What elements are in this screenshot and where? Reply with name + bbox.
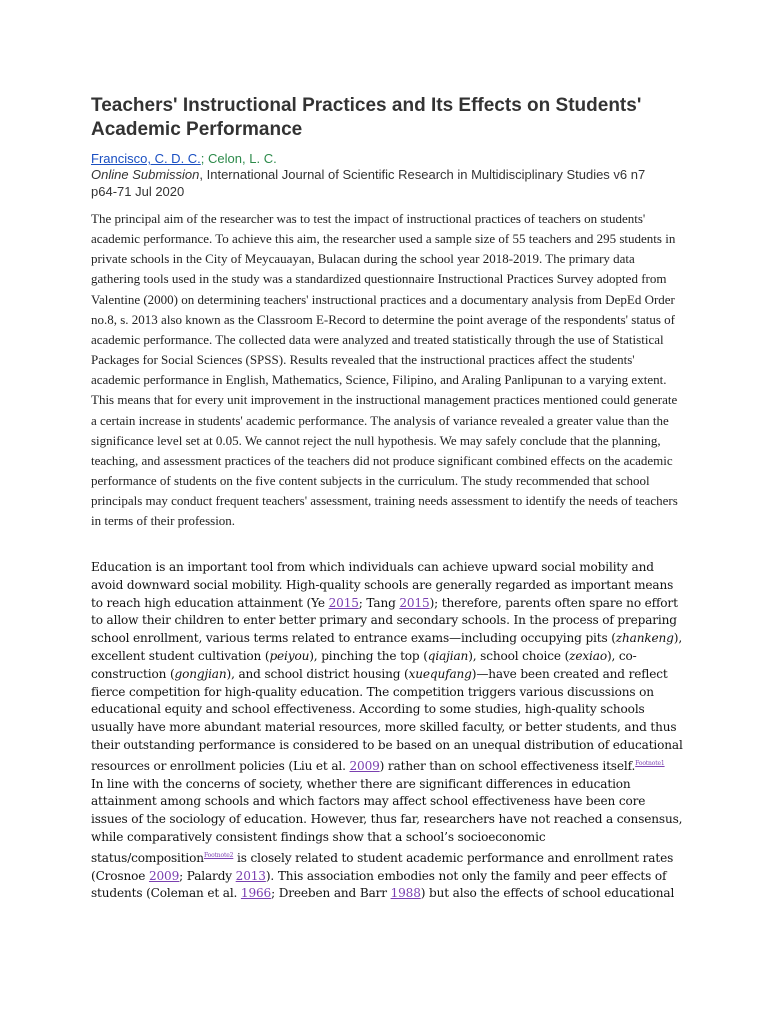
citation-link[interactable]: 2009 [148,868,180,883]
author-line [91,150,691,167]
body-paragraph-2: In line with the concerns of society, whether there are significant differences in education attainment among schools and which factors may affect school effectiveness have been core issues of the sociology of education. However, thus far, researchers have not reached a consensus, while comparatively consistent findings show that a school’s socioeconomic status/composition$^{Footnote2}$ is closely related to student academic performance and enrollment rates (Crosnoe 2009; Palardy 2013). This association embodies not only the family and peer effects of students (Coleman et al. 1966; Dreeben and Barr 1988) but also the effects of school educational [91,776,683,901]
body-section [91,559,683,903]
author-separator: ; [200,151,205,166]
body-paragraph-1: Education is an important tool from which individuals can achieve upward social mobility and avoid downward social mobility. High-quality schools are generally regarded as important means to reach high education attainment (Ye 2015; Tang 2015); therefore, parents often spare no effort to allow their children to enter better primary and secondary schools. In the process of preparing school enrollment, various terms related to entrance exams—including occupying pits (zhankeng), excellent student cultivation (peiyou), pinching the top (qiajian), school choice (zexiao), co-construction (gongjian), and school district housing (xuequfang)—have been created and reflect fierce competition for high-quality education. The competition triggers various discussions on educational equity and school effectiveness. According to some studies, high-quality schools usually have more abundant material resources, more skilled faculty, or better students, and thus their outstanding performance is considered to be based on an unequal distribution of educational resources or enrollment policies (Liu et al. 2009) rather than on school effectiveness itself.$^{Footnote1}$ [91,560,683,773]
publication-source [91,166,671,200]
source-type: Online Submission [91,167,200,182]
footnote-link[interactable]: Footnote1 [635,759,665,767]
citation-link[interactable]: 2015 [328,595,359,610]
citation-link[interactable]: 1966 [240,886,272,901]
article-title: Teachers' Instructional Practices and Its Effects on Students' Academic Performance [91,95,642,140]
abstract-text: The principal aim of the researcher was to test the impact of instructional practices of teachers on students' academic performance. To achieve this aim, the researcher used a sample size of 55 teachers and 295 students in private schools in the City of Meycauayan, Bulacan during the school year 2018-2019. The primary data gathering tools used in the study was a standardized questionnaire Instructional Practices Survey adopted from Valentine (2000) on determining teachers' instructional practices and a documentary analysis from DepEd Order no.8, s. 2013 also known as the Classroom E-Record to determine the point average of the respondents' status of academic performance. The collected data were analyzed and treated statistically through the use of Statistical Packages for Social Sciences (SPSS). Results revealed that the instructional practices affect the students' academic performance in English, Mathematics, Science, Filipino, and Araling Panlipunan to a varying extent. This means that for every unit improvement in the instructional management practices mentioned could generate a certain increase in students' academic performance. The analysis of variance revealed a greater value than the significance level set at 0.05. We cannot reject the null hypothesis. We may safely conclude that the planning, teaching, and assessment practices of the teachers did not produce significant combined effects on the academic performance of students on the five content subjects in the curriculum. The study recommended that school principals may conduct frequent teachers' assessment, training needs assessment to identify the needs of teachers in terms of their profession. [91,211,678,529]
citation-link[interactable]: 1988 [390,886,421,901]
citation-link[interactable]: 2009 [349,758,380,773]
footnote-link[interactable]: Footnote2 [203,851,234,859]
author-link-francisco[interactable]: Francisco, C. D. C. [91,151,201,166]
citation-link[interactable]: 2013 [235,868,266,883]
author-celon: Celon, L. C. [208,151,277,166]
citation-link[interactable]: 2015 [399,595,430,610]
source-details: , International Journal of Scientific Research in Multidisciplinary Studies v6 n7 p64-71 Jul 2020 [91,167,646,199]
